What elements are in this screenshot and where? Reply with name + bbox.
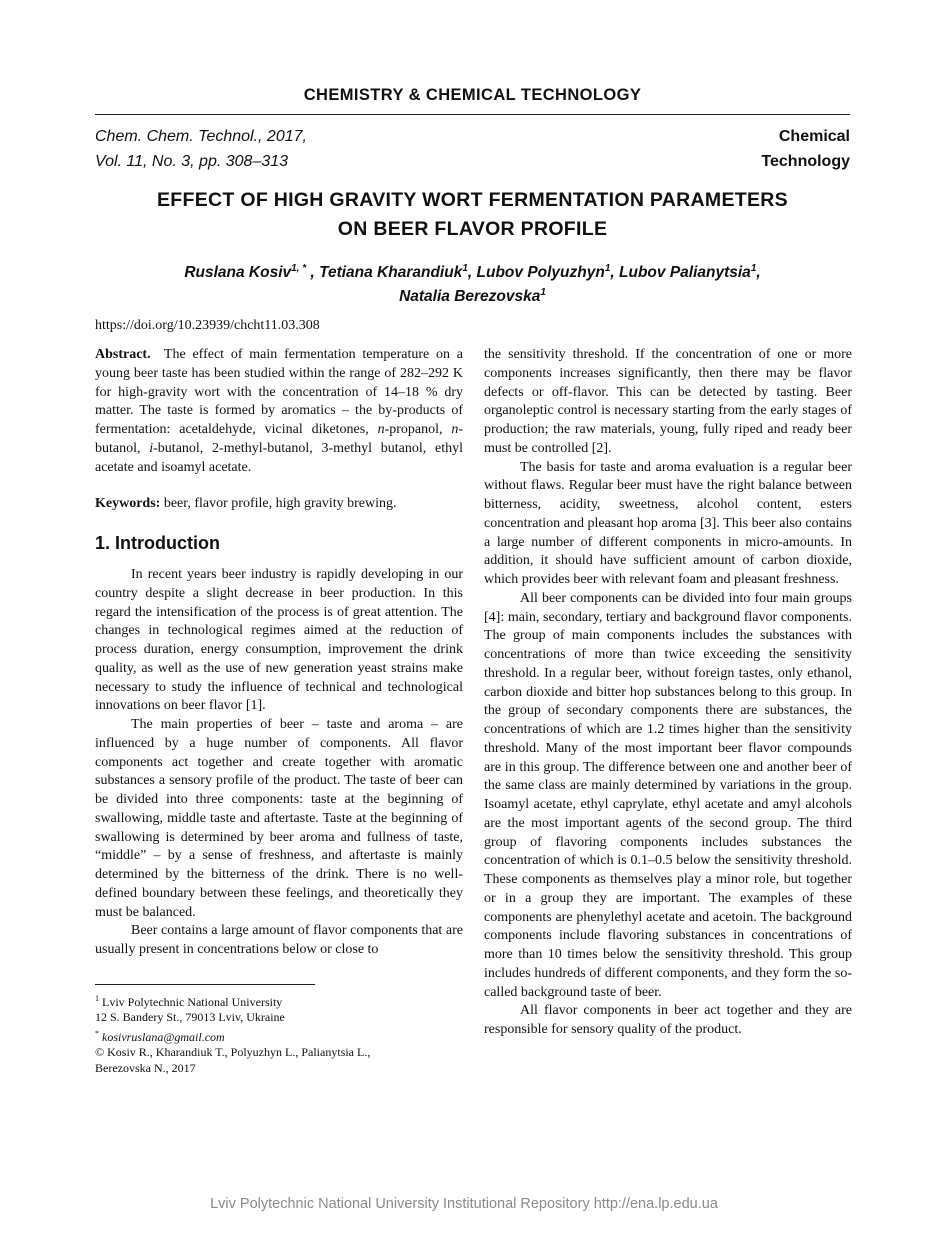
paragraph: In recent years beer industry is rapidly developing in our country despite a slight decrease in beer production. In this regard the intensification of the process is of great attention. The changes in technological regimes aimed at the reduction of process duration, energy consumption, improvement the drink quality, as well as the use of new generation yeast strains make necessary to study the influence of technical and technological innovations on beer flavor [1]. [95, 567, 463, 714]
paragraph: The basis for taste and aroma evaluation is a regular beer without flaws. Regular beer must have the right balance between bitterness, acidity, sweetness, alcohol content, esters concentration and pleasant hop aroma [3]. This beer also contains a large number of different components in micro-amounts. In addition, it should have sufficient amount of carbon dioxide, which provides beer with relevant foam and pleasant freshness. [484, 459, 852, 587]
citation-line: Chem. Chem. Technol., 2017, [95, 128, 307, 145]
repository-footer: Lviv Polytechnic National University Institutional Repository http://ena.lp.edu.ua [210, 1196, 718, 1212]
abstract-text: -butanol, 2-methyl-butanol, 3-methyl butanol, ethyl acetate and isoamyl acetate. [95, 440, 464, 475]
keywords-text: beer, flavor profile, high gravity brewing. [163, 496, 397, 512]
abstract-text: -butanol, [95, 422, 463, 456]
doi-link[interactable]: https://doi.org/10.23939/chcht11.03.308 [95, 318, 320, 333]
abstract-text: The effect of main fermentation temperature on a young beer taste has been studied within the range of 282–292 K for high-gravity wort with the concentration of 14–18 % dry matter. The taste is formed by aromatics – the by-products of fermentation: acetaldehyde, vicinal diketones, [95, 347, 463, 437]
author-name: Lubov Palianytsia [619, 264, 751, 282]
section-heading-introduction: 1. Introduction [95, 533, 220, 553]
abstract-italic: n [451, 422, 459, 437]
paragraph: the sensitivity threshold. If the concentration of one or more components increases significantly, then there may be flavor defects or off-flavor. This can be detected by tasting. Beer organoleptic control is necessary starting from the early stages of production; the raw materials, young, fully riped and ready beer must be controlled [2]. [484, 347, 852, 456]
footnote-copyright: Berezovska N., 2017 [95, 1060, 196, 1075]
left-column [95, 346, 463, 1076]
footnote-mark: 1 [95, 993, 99, 1003]
section-line: Chemical [778, 128, 850, 145]
abstract-label: Abstract. [95, 347, 151, 362]
abstract-italic: i [149, 440, 154, 456]
author-name: Ruslana Kosiv [184, 264, 292, 282]
footnote-text: Lviv Polytechnic National University [102, 994, 283, 1009]
author-affiliation-mark: 1 [604, 263, 611, 274]
author-affiliation-mark: 1 [750, 263, 757, 274]
abstract-text: -propanol, [384, 422, 452, 437]
abstract-italic: n [377, 422, 385, 437]
author-name: Natalia Berezovska [399, 288, 541, 306]
author-name: Tetiana Kharandiuk [319, 264, 463, 282]
journal-header: CHEMISTRY & CHEMICAL TECHNOLOGY [303, 86, 642, 104]
footnote-email [95, 1026, 463, 1046]
footnote-copyright: © Kosiv R., Kharandiuk T., Polyuzhyn L., Palianytsia L., [95, 1045, 371, 1060]
author-affiliation-mark: 1 [540, 287, 546, 299]
spacer [95, 960, 463, 984]
section-line: Technology [761, 153, 850, 170]
keywords [95, 495, 463, 514]
footnote-address: 12 S. Bandery St., 79013 Lviv, Ukraine [95, 1010, 285, 1025]
journal-citation [95, 124, 307, 174]
citation-line: Vol. 11, No. 3, pp. 308–313 [95, 153, 289, 170]
right-column [484, 346, 852, 1040]
author-list [95, 259, 850, 307]
author-line [95, 283, 850, 307]
author-affiliation-mark: 1 [462, 263, 468, 274]
footnote-mark: * [95, 1028, 99, 1038]
paper-title [95, 186, 850, 244]
keywords-label: Keywords: [95, 496, 161, 512]
title-line: EFFECT OF HIGH GRAVITY WORT FERMENTATION PARAMETERS [157, 189, 788, 211]
title-line: ON BEER FLAVOR PROFILE [337, 218, 608, 240]
header-divider [95, 114, 850, 115]
author-line: Ruslana Kosiv$^{1, *}$ , Tetiana Kharandiuk$^1$, Lubov Polyuzhyn$^1$, Lubov Palianytsia$^1$, [184, 263, 761, 282]
journal-section [761, 124, 850, 174]
paragraph: All beer components can be divided into four main groups [4]: main, secondary, tertiary and background flavor components. The group of main components includes the substances with concentrations of more than twice exceeding the sensitivity threshold. In a regular beer, without foreign tastes, only ethanol, carbon dioxide and bitter hop substances belong to this group. In the group of secondary components there are substances, the concentrations of which are 1.2 times higher than the sensitivity threshold. Many of the most important beer flavor compounds are in this group. The difference between one and another beer of the same class are mainly determined by variations in the group. Isoamyl acetate, ethyl caprylate, ethyl acetate and amyl alcohols are the most important agents of the second group. The third group of flavoring components includes substances the concentration of which is 0.1–0.5 below the sensitivity threshold. These components as themselves play a minor role, but together or in a group they are important. The examples of these components are phenylethyl acetate and acetoin. The background components include flavoring substances in concentrations of more than 10 times below the sensitivity threshold. This group includes hundreds of different components, and they form the so-called background taste of beer. [484, 590, 852, 1000]
paragraph: Beer contains a large amount of flavor components that are usually present in concentrations below or close to [95, 923, 463, 957]
spacer [95, 514, 463, 532]
author-name: Lubov Polyuzhyn [476, 264, 605, 282]
author-affiliation-mark: 1, * [291, 263, 307, 274]
paragraph: The main properties of beer – taste and aroma – are influenced by a huge number of components. All flavor components act together and create together with aromatic substances a sensory profile of the product. The taste of beer can be divided into three components: taste at the beginning of swallowing, middle taste and aftertaste. Taste at the beginning of swallowing is determined by beer aroma and fullness of taste, “middle” – by a sense of freshness, and aftertaste is mainly determined by the bitterness of the drink. There is no well-defined boundary between these feelings, and theoretically they must be balanced. [95, 717, 463, 920]
footnote-affiliation [95, 991, 463, 1011]
footnote-divider [95, 984, 315, 985]
paragraph: All flavor components in beer act together and they are responsible for sensory quality of the product. [484, 1003, 852, 1037]
footnotes [95, 991, 463, 1077]
abstract [95, 346, 463, 477]
spacer [95, 477, 463, 495]
email-link[interactable]: kosivruslana@gmail.com [102, 1029, 225, 1044]
